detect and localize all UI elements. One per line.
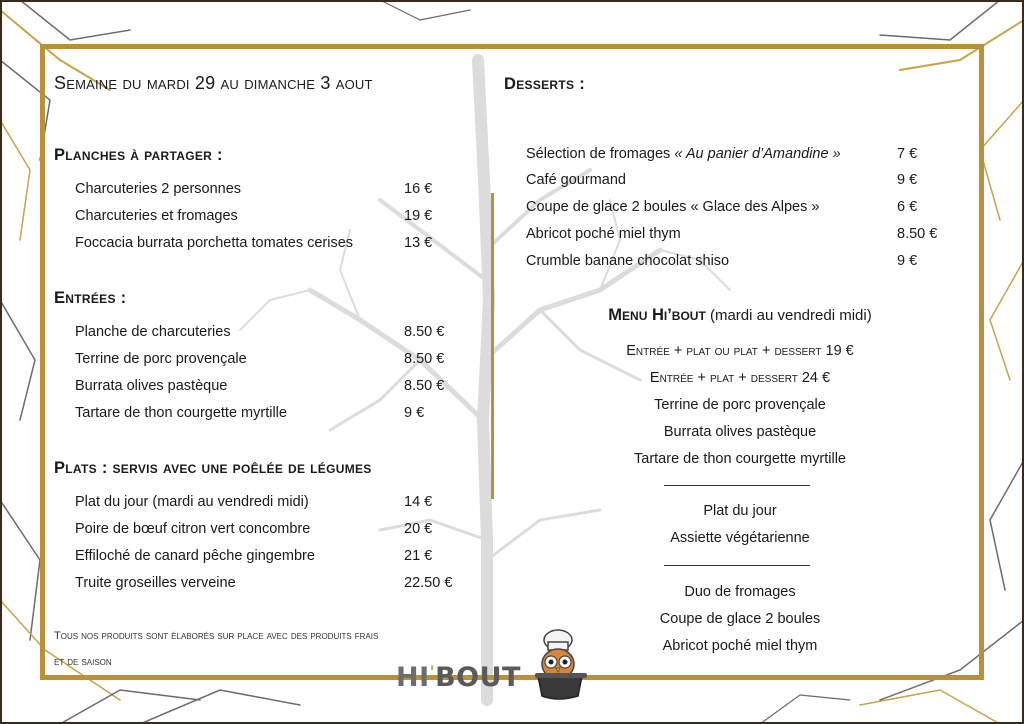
logo-part-bout: BOUT <box>435 662 521 693</box>
menu-item-price: 21 € <box>404 548 433 564</box>
menu-item-price: 8.50 € <box>404 378 445 394</box>
menu-formula-subtitle: (mardi au vendredi midi) <box>705 307 872 324</box>
dessert-item-label: Sélection de fromages <box>526 146 675 162</box>
menu-item-price: 7 € <box>897 146 918 162</box>
menu-entree: Tartare de thon courgette myrtille <box>634 451 846 467</box>
menu-item-price: 8.50 € <box>404 351 445 367</box>
menu-formula-title <box>560 306 920 325</box>
menu-item-name: Truite groseilles verveine <box>75 575 236 591</box>
menu-item-name: Coupe de glace 2 boules « Glace des Alpes » <box>526 199 820 215</box>
menu-dessert: Abricot poché miel thym <box>662 638 818 654</box>
menu-item-name: Charcuteries et fromages <box>75 208 238 224</box>
menu-plat: Assiette végétarienne <box>670 530 810 546</box>
menu-item-name: Abricot poché miel thym <box>526 226 681 242</box>
owl-chef-icon <box>534 626 590 702</box>
menu-separator <box>664 565 810 566</box>
menu-item-price: 6 € <box>897 199 918 215</box>
menu-item-name: Effiloché de canard pêche gingembre <box>75 548 315 564</box>
plats-heading: Plats : servis avec une poêlée de légumes <box>54 459 372 477</box>
menu-item-price: 19 € <box>404 208 433 224</box>
menu-item-name: Plat du jour (mardi au vendredi midi) <box>75 494 309 510</box>
menu-item-price: 22.50 € <box>404 575 453 591</box>
menu-item-price: 16 € <box>404 181 433 197</box>
menu-item-name: Café gourmand <box>526 172 626 188</box>
menu-separator <box>664 485 810 486</box>
hibout-logo <box>396 626 596 706</box>
menu-item-price: 8.50 € <box>897 226 938 242</box>
menu-item-price: 9 € <box>897 172 918 188</box>
menu-item-name: Poire de bœuf citron vert concombre <box>75 521 311 537</box>
footnote-line: et de saison <box>54 656 112 668</box>
menu-item-name: Crumble banane chocolat shiso <box>526 253 730 269</box>
cooking-pot-icon <box>535 673 587 699</box>
footnote-line: Tous nos produits sont élaborés sur place avec des produits frais <box>54 630 379 642</box>
dessert-item-italic: « Au panier d’Amandine » <box>674 146 841 162</box>
menu-entree: Terrine de porc provençale <box>654 397 826 413</box>
menu-item-price: 14 € <box>404 494 433 510</box>
week-heading: Semaine du mardi 29 au dimanche 3 aout <box>54 73 373 93</box>
menu-formula-price: Entrée + plat + dessert 24 € <box>649 370 831 386</box>
planches-heading: Planches à partager : <box>54 146 223 164</box>
menu-item-name: Foccacia burrata porchetta tomates cerises <box>75 235 354 251</box>
menu-formula-price: Entrée + plat ou plat + dessert 19 € <box>626 343 854 359</box>
menu-item-name: Tartare de thon courgette myrtille <box>75 405 287 421</box>
menu-item-name: Planche de charcuteries <box>75 324 231 340</box>
dessert-item-name <box>526 146 841 162</box>
menu-item-price: 9 € <box>897 253 918 269</box>
menu-item-price: 9 € <box>404 405 425 421</box>
logo-wordmark: HI'BOUT <box>396 662 521 693</box>
menu-dessert: Coupe de glace 2 boules <box>659 611 821 627</box>
menu-dessert: Duo de fromages <box>684 584 796 600</box>
menu-item-price: 8.50 € <box>404 324 445 340</box>
menu-item-name: Terrine de porc provençale <box>75 351 247 367</box>
menu-item-price: 20 € <box>404 521 433 537</box>
column-divider <box>491 193 494 499</box>
logo-part-hi: HI <box>396 662 430 693</box>
menu-item-name: Burrata olives pastèque <box>75 378 228 394</box>
menu-item-price: 13 € <box>404 235 433 251</box>
menu-entree: Burrata olives pastèque <box>663 424 817 440</box>
desserts-heading: Desserts : <box>504 75 586 93</box>
menu-plat: Plat du jour <box>703 503 777 519</box>
menu-item-name: Charcuteries 2 personnes <box>75 181 242 197</box>
entrees-heading: Entrées : <box>54 289 127 307</box>
menu-formula-name: Menu Hi’bout <box>608 306 706 324</box>
